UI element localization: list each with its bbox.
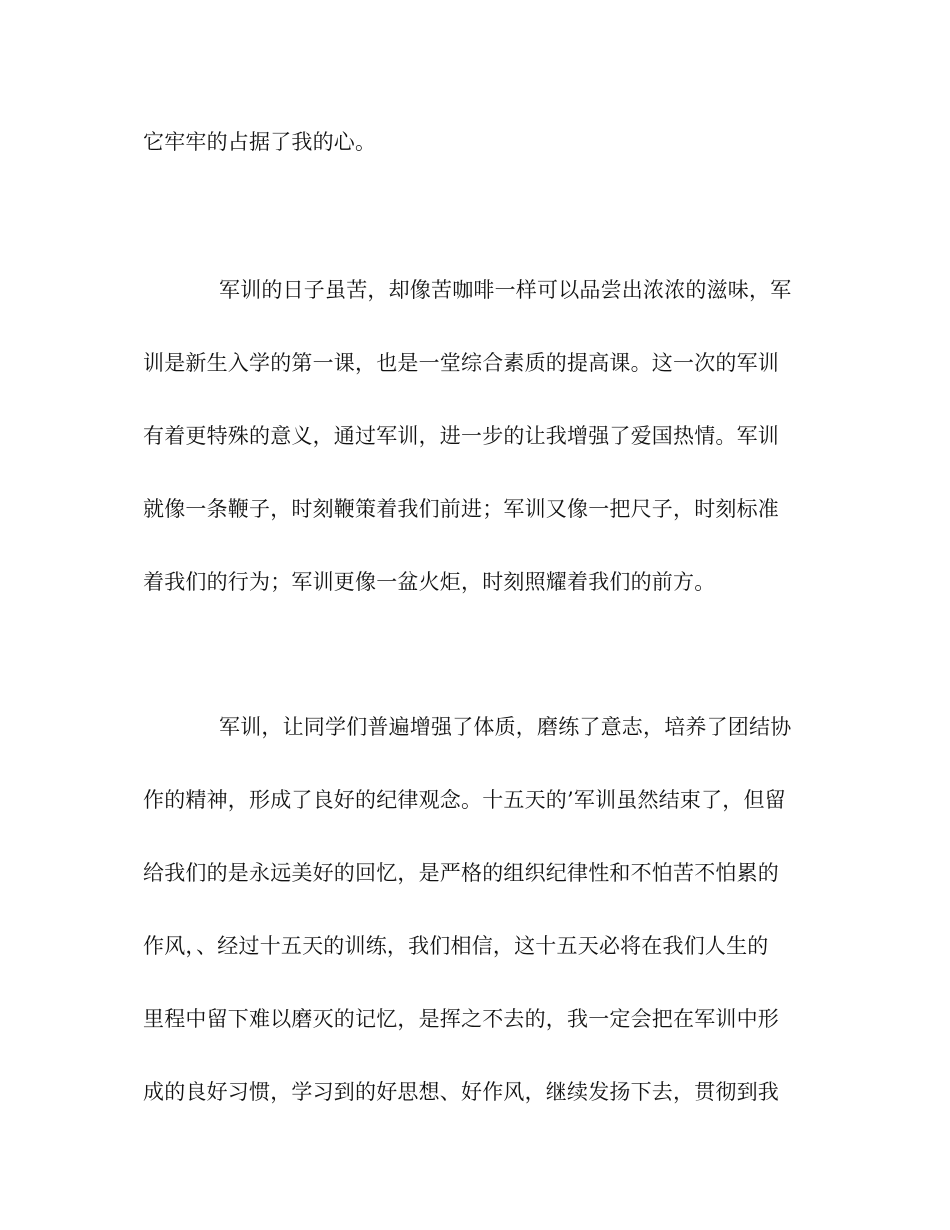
paragraph-2-line-5: 着我们的行为；军训更像一盆火炬，时刻照耀着我们的前方。	[143, 570, 716, 594]
paragraph-1-line-1: 它牢牢的占据了我的心。	[143, 130, 377, 154]
paragraph-3-line-1: 军训，让同学们普遍增强了体质，磨练了意志，培养了团结协	[219, 715, 792, 739]
paragraph-2-line-1: 军训的日子虽苦，却像苦咖啡一样可以品尝出浓浓的滋味，军	[219, 278, 792, 302]
paragraph-2-line-2: 训是新生入学的第一课，也是一堂综合素质的提高课。这一次的军训	[143, 351, 779, 375]
paragraph-3-line-3: 给我们的是永远美好的回忆，是严格的组织纪律性和不怕苦不怕累的	[143, 861, 779, 885]
paragraph-3-line-2: 作的精神，形成了良好的纪律观念。十五天的’军训虽然结束了，但留	[143, 788, 786, 812]
paragraph-3-line-6: 成的良好习惯，学习到的好思想、好作风，继续发扬下去，贯彻到我	[143, 1080, 779, 1104]
paragraph-2-line-3: 有着更特殊的意义，通过军训，进一步的让我增强了爱国热情。军训	[143, 424, 779, 448]
paragraph-3-line-4: 作风，、经过十五天的训练，我们相信，这十五天必将在我们人生的	[143, 934, 769, 958]
paragraph-3-line-5: 里程中留下难以磨灭的记忆，是挥之不去的，我一定会把在军训中形	[143, 1007, 779, 1031]
paragraph-2-line-4: 就像一条鞭子，时刻鞭策着我们前进；军训又像一把尺子，时刻标准	[143, 497, 779, 521]
